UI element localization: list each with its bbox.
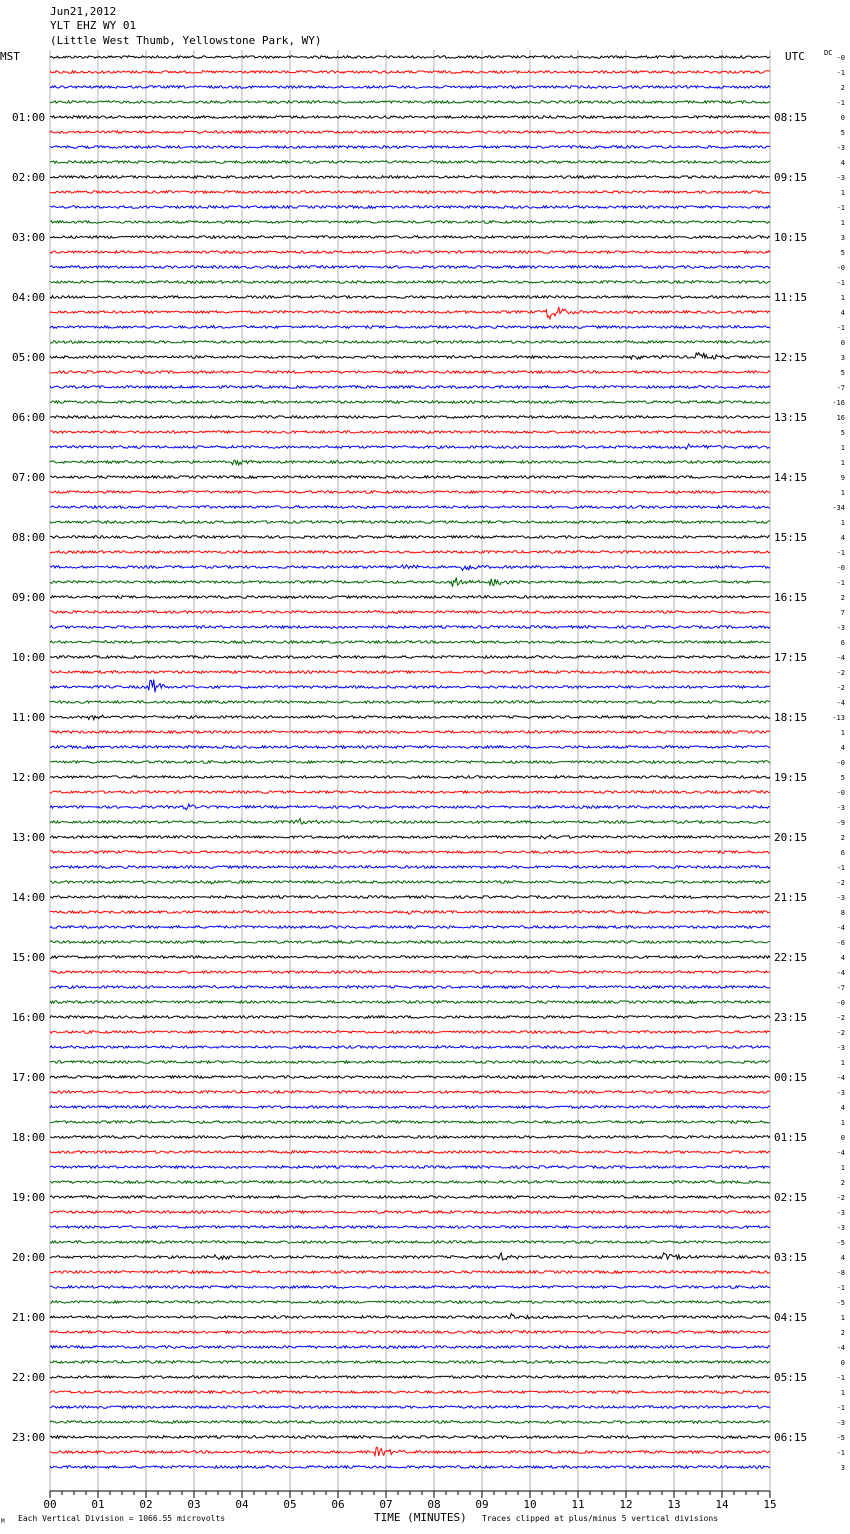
trace-row-50 [50, 804, 770, 810]
left-hour-label: 16:00 [12, 1011, 46, 1024]
dc-offset-label: -5 [836, 1434, 845, 1442]
left-hour-label: 04:00 [12, 291, 46, 304]
trace-row-32 [50, 536, 770, 539]
dc-offset-label: -1 [836, 204, 845, 212]
left-hour-label: 12:00 [12, 771, 46, 784]
x-tick-label: 08 [427, 1498, 441, 1511]
x-tick-label: 10 [523, 1498, 537, 1511]
dc-offset-label: -4 [836, 654, 845, 662]
trace-row-77 [50, 1211, 770, 1214]
trace-row-64 [50, 1016, 770, 1019]
x-tick-label: 13 [667, 1498, 681, 1511]
trace-row-20 [50, 353, 770, 360]
dc-offset-label: -1 [836, 549, 845, 557]
dc-offset-label: -0 [836, 264, 845, 272]
dc-offset-label: -7 [836, 984, 845, 992]
dc-offset-label: -0 [836, 759, 845, 767]
dc-offset-label: -1 [836, 324, 845, 332]
left-hour-label: 05:00 [12, 351, 46, 364]
trace-row-8 [50, 176, 770, 179]
trace-row-79 [50, 1241, 770, 1244]
trace-row-45 [50, 731, 770, 734]
dc-offset-label: 5 [840, 129, 845, 137]
trace-row-83 [50, 1301, 770, 1304]
right-hour-label: 05:15 [774, 1371, 808, 1384]
left-hour-label: 18:00 [12, 1131, 46, 1144]
x-tick-label: 05 [283, 1498, 297, 1511]
dc-offset-label: -1 [836, 864, 845, 872]
trace-row-0 [50, 56, 770, 59]
trace-row-68 [50, 1076, 770, 1079]
trace-row-86 [50, 1346, 770, 1349]
trace-row-89 [50, 1391, 770, 1394]
dc-offset-label: 2 [840, 834, 845, 842]
dc-offset-label: -1 [836, 1449, 845, 1457]
x-tick-label: 09 [475, 1498, 489, 1511]
trace-row-11 [50, 221, 770, 224]
dc-offset-label: 5 [840, 249, 845, 257]
trace-row-37 [50, 611, 770, 614]
left-hour-label: 22:00 [12, 1371, 46, 1384]
dc-offset-label: 2 [840, 594, 845, 602]
dc-offset-label: -2 [836, 669, 845, 677]
trace-row-27 [50, 460, 770, 465]
dc-offset-label: -3 [836, 1224, 845, 1232]
trace-row-24 [50, 416, 770, 419]
right-hour-label: 15:15 [774, 531, 808, 544]
dc-offset-label: 4 [840, 1254, 845, 1262]
dc-offset-label: 7 [840, 609, 845, 617]
trace-row-75 [50, 1181, 770, 1184]
dc-offset-label: 1 [840, 219, 845, 227]
trace-row-55 [50, 880, 770, 883]
minute-gridlines [50, 50, 770, 1491]
trace-row-88 [50, 1376, 770, 1379]
trace-row-18 [50, 326, 770, 329]
trace-row-53 [50, 851, 770, 854]
right-hour-label: 16:15 [774, 591, 808, 604]
trace-row-29 [50, 491, 770, 494]
right-hour-label: 23:15 [774, 1011, 808, 1024]
trace-row-57 [50, 911, 770, 915]
right-hour-label: 01:15 [774, 1131, 808, 1144]
dc-offset-label: 0 [840, 339, 845, 347]
right-hour-labels [774, 111, 807, 1444]
dc-offset-label: 4 [840, 954, 845, 962]
trace-row-5 [50, 131, 770, 134]
dc-offset-label: -8 [836, 1269, 845, 1277]
x-tick-label: 02 [139, 1498, 153, 1511]
trace-row-7 [50, 161, 770, 164]
x-tick-label: 04 [235, 1498, 249, 1511]
trace-row-17 [50, 307, 770, 319]
right-hour-label: 14:15 [774, 471, 808, 484]
dc-offset-label: -1 [836, 579, 845, 587]
left-hour-label: 10:00 [12, 651, 46, 664]
right-hour-label: 09:15 [774, 171, 808, 184]
dc-offset-header: DC [824, 49, 833, 57]
trace-row-33 [50, 551, 770, 554]
x-tick-label: 12 [619, 1498, 633, 1511]
trace-row-59 [50, 941, 770, 944]
trace-row-82 [50, 1286, 770, 1289]
dc-offset-label: -3 [836, 1044, 845, 1052]
trace-row-67 [50, 1061, 770, 1064]
trace-row-92 [50, 1436, 770, 1439]
left-hour-label: 19:00 [12, 1191, 46, 1204]
x-tick-label: 00 [43, 1498, 57, 1511]
right-hour-label: 21:15 [774, 891, 808, 904]
trace-row-73 [50, 1151, 770, 1154]
scale-note: Each Vertical Division = 1066.55 microvolts [18, 1514, 226, 1523]
trace-row-28 [50, 476, 770, 479]
left-hour-label: 23:00 [12, 1431, 46, 1444]
trace-row-34 [50, 565, 770, 570]
left-hour-label: 14:00 [12, 891, 46, 904]
trace-row-39 [50, 641, 770, 644]
dc-offset-label: 4 [840, 309, 845, 317]
trace-row-70 [50, 1106, 770, 1109]
dc-offset-label: -2 [836, 684, 845, 692]
dc-offset-label: -4 [836, 924, 845, 932]
left-hour-label: 15:00 [12, 951, 46, 964]
left-hour-label: 08:00 [12, 531, 46, 544]
trace-row-16 [50, 296, 770, 299]
dc-offset-label: 4 [840, 1104, 845, 1112]
dc-offset-label: 1 [840, 519, 845, 527]
right-hour-label: 17:15 [774, 651, 808, 664]
right-hour-label: 19:15 [774, 771, 808, 784]
right-hour-label: 08:15 [774, 111, 808, 124]
x-tick-label: 01 [91, 1498, 105, 1511]
left-hour-label: 07:00 [12, 471, 46, 484]
left-hour-labels [12, 111, 45, 1444]
trace-row-41 [50, 671, 770, 674]
dc-offset-label: -4 [836, 1149, 845, 1157]
dc-offset-label: -3 [836, 1089, 845, 1097]
dc-offset-label: -1 [836, 69, 845, 77]
trace-row-42 [50, 680, 770, 693]
dc-offset-labels [832, 54, 845, 1472]
dc-offset-label: 0 [840, 1359, 845, 1367]
dc-offset-label: 3 [840, 1464, 845, 1472]
dc-offset-label: 5 [840, 429, 845, 437]
dc-offset-label: -16 [832, 399, 845, 407]
trace-row-2 [50, 86, 770, 89]
trace-row-30 [50, 506, 770, 509]
trace-row-78 [50, 1226, 770, 1229]
trace-row-48 [50, 776, 770, 779]
trace-row-81 [50, 1270, 770, 1273]
trace-row-74 [50, 1166, 770, 1169]
dc-offset-label: 1 [840, 1119, 845, 1127]
left-hour-label: 17:00 [12, 1071, 46, 1084]
trace-row-35 [50, 577, 770, 586]
dc-offset-label: -3 [836, 1419, 845, 1427]
dc-offset-label: 3 [840, 354, 845, 362]
right-hour-label: 06:15 [774, 1431, 808, 1444]
dc-offset-label: 4 [840, 744, 845, 752]
trace-row-43 [50, 701, 770, 704]
x-tick-label: 06 [331, 1498, 345, 1511]
dc-offset-label: -4 [836, 1074, 845, 1082]
left-hour-label: 21:00 [12, 1311, 46, 1324]
dc-offset-label: 3 [840, 234, 845, 242]
trace-row-52 [50, 835, 770, 839]
left-hour-label: 13:00 [12, 831, 46, 844]
chart-date: Jun21,2012 [50, 5, 117, 18]
trace-row-36 [50, 596, 770, 599]
dc-offset-label: -1 [836, 1404, 845, 1412]
trace-row-26 [50, 444, 770, 449]
dc-offset-label: -2 [836, 1029, 845, 1037]
dc-offset-label: -3 [836, 1209, 845, 1217]
dc-offset-label: -3 [836, 624, 845, 632]
dc-offset-label: -1 [836, 1374, 845, 1382]
trace-row-87 [50, 1361, 770, 1364]
trace-row-9 [50, 191, 770, 194]
left-hour-label: 03:00 [12, 231, 46, 244]
left-hour-label: 09:00 [12, 591, 46, 604]
left-hour-label: 11:00 [12, 711, 46, 724]
trace-row-47 [50, 761, 770, 764]
dc-offset-label: -3 [836, 894, 845, 902]
trace-row-10 [50, 206, 770, 209]
dc-offset-label: -7 [836, 384, 845, 392]
trace-row-44 [50, 715, 770, 720]
left-hour-label: 06:00 [12, 411, 46, 424]
dc-offset-label: -5 [836, 1239, 845, 1247]
trace-row-85 [50, 1331, 770, 1334]
dc-offset-label: -3 [836, 174, 845, 182]
chart-location: (Little West Thumb, Yellowstone Park, WY) [50, 34, 322, 47]
dc-offset-label: 0 [840, 114, 845, 122]
trace-row-61 [50, 971, 770, 974]
dc-offset-label: 6 [840, 639, 845, 647]
trace-row-60 [50, 956, 770, 959]
trace-row-58 [50, 926, 770, 929]
trace-row-14 [50, 266, 770, 269]
corner-mark: M [1, 1518, 5, 1525]
dc-offset-label: -13 [832, 714, 845, 722]
trace-row-3 [50, 101, 770, 104]
trace-row-19 [50, 341, 770, 344]
trace-row-23 [50, 401, 770, 404]
trace-row-51 [50, 818, 770, 824]
right-hour-label: 11:15 [774, 291, 808, 304]
dc-offset-label: 2 [840, 1179, 845, 1187]
dc-offset-label: -0 [836, 999, 845, 1007]
trace-row-72 [50, 1136, 770, 1139]
dc-offset-label: 1 [840, 1389, 845, 1397]
trace-row-90 [50, 1406, 770, 1409]
trace-row-1 [50, 71, 770, 74]
trace-row-76 [50, 1196, 770, 1199]
dc-offset-label: -4 [836, 699, 845, 707]
x-axis [43, 1491, 776, 1511]
dc-offset-label: 1 [840, 294, 845, 302]
dc-offset-label: 1 [840, 444, 845, 452]
trace-row-69 [50, 1091, 770, 1094]
left-hour-label: 01:00 [12, 111, 46, 124]
left-hour-label: 02:00 [12, 171, 46, 184]
trace-row-22 [50, 386, 770, 389]
trace-row-71 [50, 1121, 770, 1124]
right-hour-label: 00:15 [774, 1071, 808, 1084]
dc-offset-label: 1 [840, 489, 845, 497]
dc-offset-label: -4 [836, 1344, 845, 1352]
dc-offset-label: 1 [840, 459, 845, 467]
right-hour-label: 10:15 [774, 231, 808, 244]
chart-station: YLT EHZ WY 01 [50, 19, 137, 32]
right-hour-label: 22:15 [774, 951, 808, 964]
dc-offset-label: 1 [840, 189, 845, 197]
dc-offset-label: -3 [836, 144, 845, 152]
dc-offset-label: 4 [840, 159, 845, 167]
trace-row-62 [50, 986, 770, 989]
trace-row-84 [50, 1314, 770, 1319]
trace-row-80 [50, 1253, 770, 1260]
trace-row-13 [50, 251, 770, 254]
trace-row-93 [50, 1448, 770, 1456]
dc-offset-label: -0 [836, 564, 845, 572]
trace-row-91 [50, 1421, 770, 1424]
dc-offset-label: 5 [840, 774, 845, 782]
dc-offset-label: 4 [840, 534, 845, 542]
dc-offset-label: -0 [836, 54, 845, 62]
trace-row-63 [50, 1001, 770, 1004]
dc-offset-label: -3 [836, 804, 845, 812]
dc-offset-label: -6 [836, 939, 845, 947]
right-timezone-label: UTC [785, 50, 805, 63]
trace-row-25 [50, 431, 770, 434]
trace-row-56 [50, 896, 770, 899]
dc-offset-label: -1 [836, 279, 845, 287]
x-tick-label: 11 [571, 1498, 585, 1511]
dc-offset-label: -4 [836, 969, 845, 977]
dc-offset-label: 0 [840, 1134, 845, 1142]
dc-offset-label: -1 [836, 1284, 845, 1292]
dc-offset-label: -34 [832, 504, 845, 512]
x-tick-label: 14 [715, 1498, 729, 1511]
trace-row-15 [50, 281, 770, 284]
trace-group [50, 56, 770, 1469]
x-axis-title: TIME (MINUTES) [374, 1511, 467, 1524]
dc-offset-label: 1 [840, 1314, 845, 1322]
dc-offset-label: -2 [836, 879, 845, 887]
right-hour-label: 12:15 [774, 351, 808, 364]
trace-row-4 [50, 116, 770, 119]
right-hour-label: 02:15 [774, 1191, 808, 1204]
trace-row-38 [50, 626, 770, 629]
dc-offset-label: -0 [836, 789, 845, 797]
right-hour-label: 18:15 [774, 711, 808, 724]
dc-offset-label: 6 [840, 849, 845, 857]
left-timezone-label: MST [0, 50, 20, 63]
dc-offset-label: -2 [836, 1014, 845, 1022]
trace-row-40 [50, 656, 770, 659]
dc-offset-label: 1 [840, 729, 845, 737]
dc-offset-label: 1 [840, 1164, 845, 1172]
trace-row-46 [50, 746, 770, 749]
trace-row-21 [50, 371, 770, 374]
dc-offset-label: 1 [840, 1059, 845, 1067]
trace-row-49 [50, 791, 770, 794]
dc-offset-label: 9 [840, 474, 845, 482]
right-hour-label: 03:15 [774, 1251, 808, 1264]
dc-offset-label: -5 [836, 1299, 845, 1307]
trace-row-65 [50, 1031, 770, 1034]
trace-row-12 [50, 236, 770, 239]
trace-row-31 [50, 521, 770, 524]
right-hour-label: 04:15 [774, 1311, 808, 1324]
x-tick-label: 15 [763, 1498, 777, 1511]
right-hour-label: 13:15 [774, 411, 808, 424]
trace-row-54 [50, 866, 770, 869]
dc-offset-label: -2 [836, 1194, 845, 1202]
trace-row-94 [50, 1466, 770, 1469]
dc-offset-label: 5 [840, 369, 845, 377]
clip-note: Traces clipped at plus/minus 5 vertical divisions [482, 1514, 719, 1523]
dc-offset-label: 16 [836, 414, 845, 422]
x-tick-label: 03 [187, 1498, 201, 1511]
left-hour-label: 20:00 [12, 1251, 46, 1264]
dc-offset-label: 8 [840, 909, 845, 917]
dc-offset-label: 2 [840, 84, 845, 92]
x-tick-label: 07 [379, 1498, 393, 1511]
dc-offset-label: -9 [836, 819, 845, 827]
dc-offset-label: -1 [836, 99, 845, 107]
dc-offset-label: 2 [840, 1329, 845, 1337]
trace-row-66 [50, 1046, 770, 1049]
right-hour-label: 20:15 [774, 831, 808, 844]
trace-row-6 [50, 146, 770, 149]
